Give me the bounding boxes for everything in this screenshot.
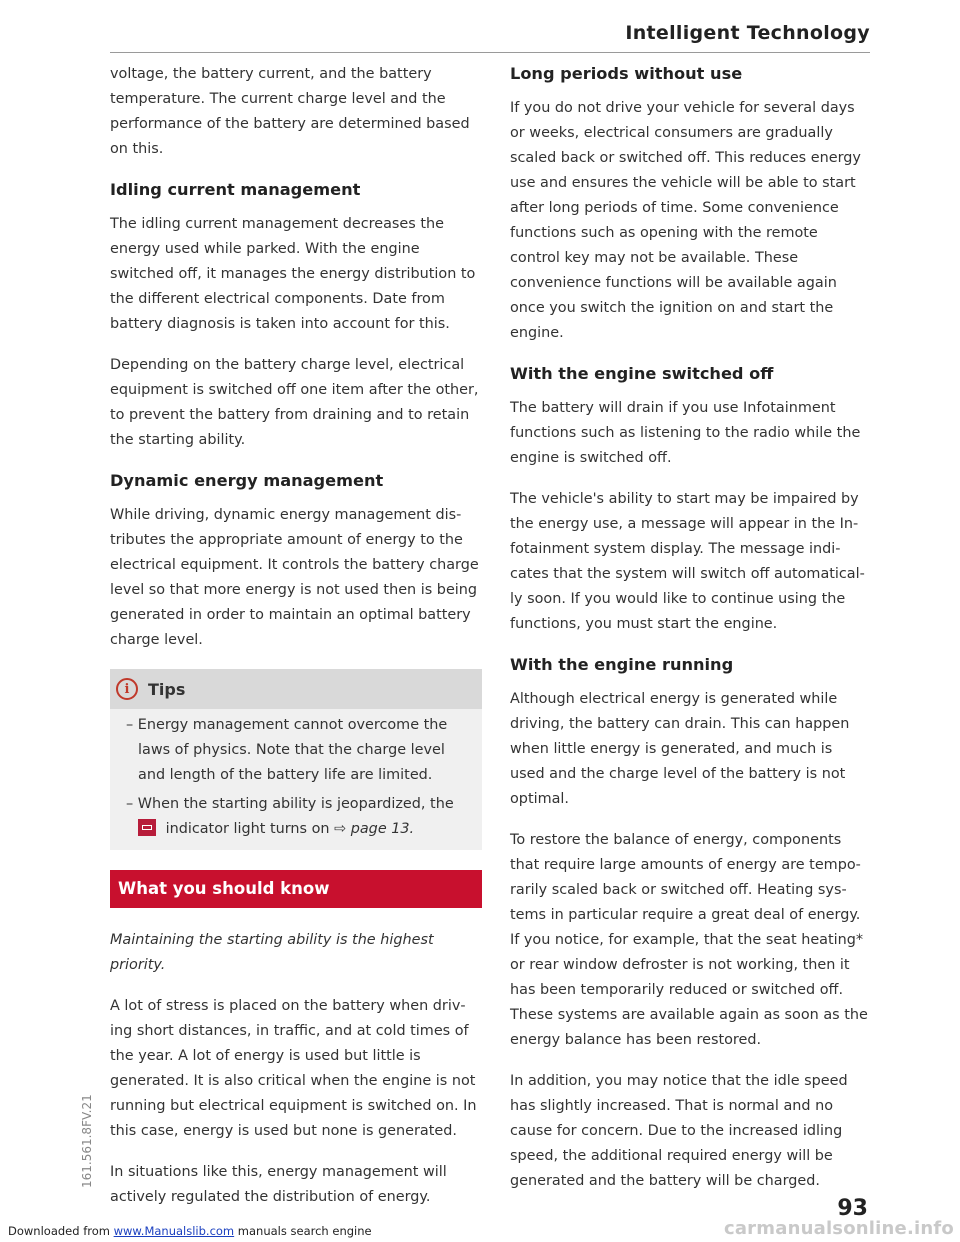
tips-header — [110, 669, 482, 709]
page-reference-link[interactable]: ⇨ page 13. — [334, 821, 415, 837]
section-title-bar: What you should know — [110, 870, 482, 908]
page-header-title: Intelligent Technology — [625, 22, 870, 44]
section-heading-long-periods: Long periods without use — [510, 64, 743, 83]
document-code: 161.561.8FV.21 — [80, 1094, 94, 1188]
paragraph: The idling current management decreases the energy used while parked. With the engine switched off, it manages the energy distribution to the different electrical components. Date from battery diagnosis is taken into account for this. — [110, 216, 476, 332]
paragraph: Depending on the battery charge level, electrical equipment is switched off one item after the other, to prevent the battery from draining and to retain the starting ability. — [110, 357, 479, 448]
battery-indicator-icon — [138, 819, 156, 836]
tip-text: indicator light turns on — [161, 821, 335, 837]
header-divider — [110, 52, 870, 53]
info-icon: i — [116, 678, 138, 700]
footer-suffix: manuals search engine — [234, 1224, 372, 1238]
tip-text: – When the starting ability is jeopardized, the — [126, 796, 454, 812]
section-heading-engine-running: With the engine running — [510, 655, 734, 674]
tip-item — [110, 792, 482, 842]
watermark: carmanualsonline.info — [723, 1218, 954, 1239]
section-heading-dynamic: Dynamic energy management — [110, 471, 384, 490]
paragraph: A lot of stress is placed on the battery when driving short distances, in traffic, and at cold times of the year. A lot of energy is used but little is generated. It is also critical when the engine is not running but electrical equipment is switched on. In this case, energy is used but none is generated. — [110, 998, 477, 1139]
left-column — [110, 62, 482, 1226]
paragraph: While driving, dynamic energy management distributes the appropriate amount of energy to the electrical equipment. It controls the battery charge level so that more energy is not used then is being generated in order to maintain an optimal battery charge level. — [110, 507, 479, 648]
paragraph: The battery will drain if you use Infotainment functions such as listening to the radio while the engine is switched off. — [510, 400, 861, 466]
paragraph: The vehicle's ability to start may be impaired by the energy use, a message will appear in the Infotainment system display. The message indicates that the system will switch off automatically soon. If you would like to continue using the functions, you must start the engine. — [510, 491, 865, 632]
tips-box — [110, 669, 482, 850]
tips-title: Tips — [148, 679, 186, 699]
paragraph: In situations like this, energy management will actively regulated the distribution of energy. — [110, 1164, 447, 1205]
footer-prefix: Downloaded from — [8, 1224, 114, 1238]
section-heading-idling: Idling current management — [110, 180, 361, 199]
paragraph: To restore the balance of energy, components that require large amounts of energy are temporarily scaled back or switched off. Heating systems in particular require a great deal of energy. If you notice, for example, that the seat heating* or rear window defroster is not working, then it has been temporarily reduced or switched off. These systems are available again as soon as the energy balance has been restored. — [510, 832, 868, 1048]
tip-item: – Energy management cannot overcome the laws of physics. Note that the charge level and length of the battery life are limited. — [126, 717, 448, 783]
paragraph: Although electrical energy is generated while driving, the battery can drain. This can happen when little energy is generated, and much is used and the charge level of the battery is not optimal. — [510, 691, 850, 807]
right-column — [510, 62, 870, 1210]
page-number: 93 — [837, 1196, 868, 1221]
section-intro: Maintaining the starting ability is the highest priority. — [110, 932, 434, 973]
paragraph: If you do not drive your vehicle for several days or weeks, electrical consumers are gradually scaled back or switched off. This reduces energy use and ensures the vehicle will be able to start after long periods of time. Some convenience functions such as opening with the remote control key may not be available. These convenience functions will be available again once you switch the ignition on and start the engine. — [510, 100, 861, 341]
section-heading-engine-off: With the engine switched off — [510, 364, 774, 383]
paragraph: voltage, the battery current, and the battery temperature. The current charge level and the performance of the battery are determined based on this. — [110, 66, 470, 157]
manualslib-link[interactable]: www.Manualslib.com — [113, 1224, 235, 1238]
paragraph: In addition, you may notice that the idle speed has slightly increased. That is normal and no cause for concern. Due to the increased idling speed, the additional required energy will be generated and the battery will be charged. — [510, 1073, 848, 1189]
download-footer — [8, 1224, 372, 1238]
